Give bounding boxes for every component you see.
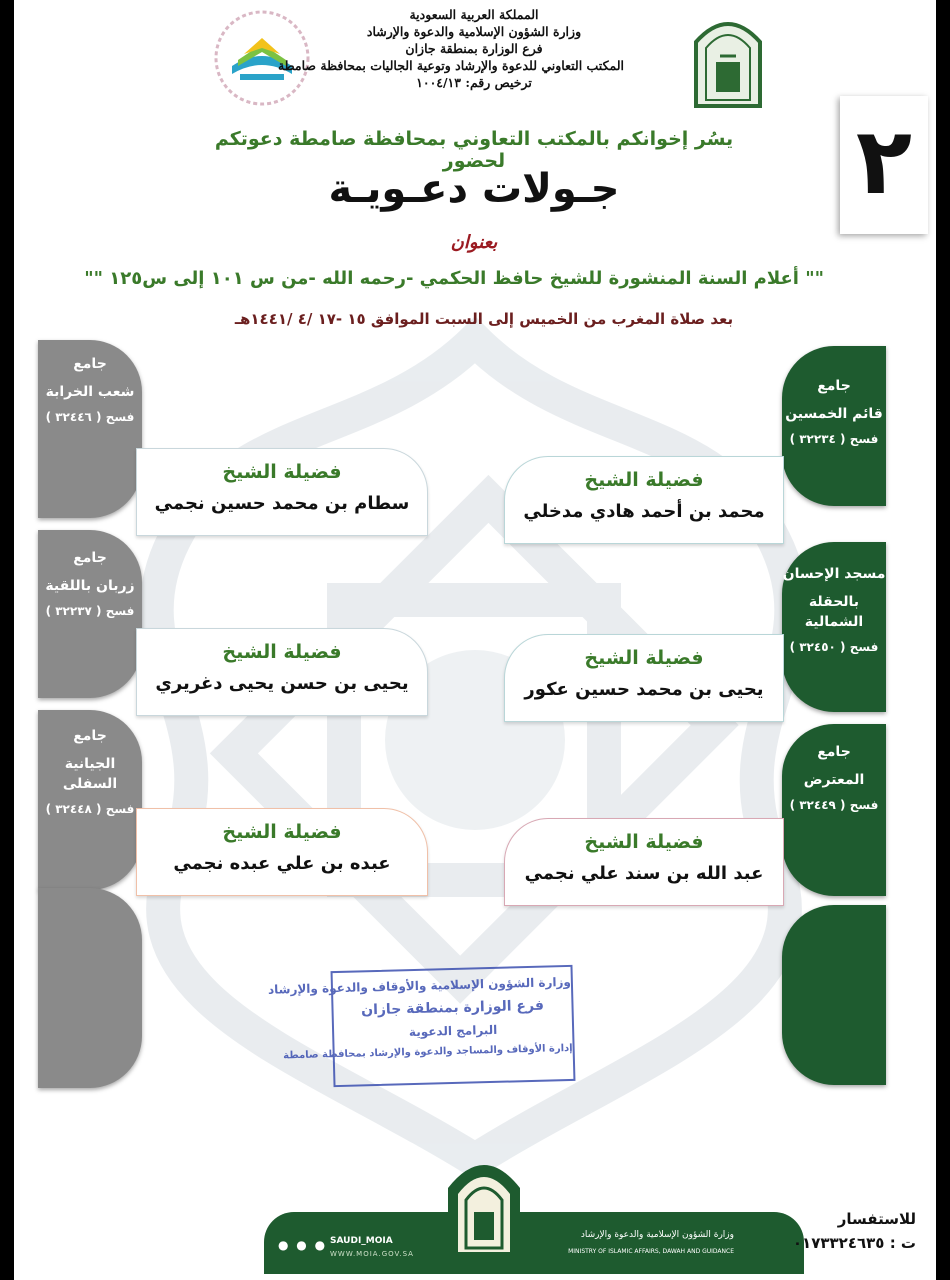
- venue-place: المعترض: [803, 772, 865, 788]
- venue-tab-right-2: [782, 542, 886, 712]
- venue-tab-left-2: [38, 530, 142, 698]
- header-line: وزارة الشؤون الإسلامية والدعوة والإرشاد: [366, 24, 582, 39]
- venue-label: جامع: [73, 356, 107, 372]
- venue-code: فسح ( ٣٢٤٤٦ ): [45, 410, 135, 424]
- venue-place: شعب الخرابة: [45, 384, 135, 400]
- poster: [14, 0, 936, 1280]
- speaker-title: فضيلة الشيخ: [584, 831, 704, 853]
- venue-code: فسح ( ٣٢٢٣٤ ): [789, 432, 879, 446]
- speaker-title: فضيلة الشيخ: [222, 641, 342, 663]
- footer-handle[interactable]: SAUDI_MOIA: [330, 1236, 393, 1246]
- stamp-line: البرامج الدعوية: [408, 1022, 498, 1040]
- page-title: جـولات دعـويـة: [328, 166, 620, 212]
- speaker-card-left-3: [136, 808, 428, 896]
- header-line: ترخيص رقم: ١٠٠٤/١٣: [416, 75, 532, 90]
- venue-code: فسح ( ٣٢٤٥٠ ): [789, 640, 879, 654]
- venue-place: قائم الخمسين: [785, 406, 883, 422]
- venue-code: فسح ( ٣٢٤٤٨ ): [45, 802, 135, 816]
- official-stamp: [267, 965, 576, 1087]
- header-line: المملكة العربية السعودية: [409, 7, 539, 22]
- contact-label: للاستفسار: [837, 1210, 916, 1228]
- timing-text: بعد صلاة المغرب من الخميس إلى السبت الموافق ١٥ -١٧ /٤ /١٤٤١هـ: [234, 310, 734, 328]
- header-line: المكتب التعاوني للدعوة والإرشاد وتوعية الجاليات بمحافظة صامطة: [277, 58, 624, 73]
- topic-text: "" أعلام السنة المنشورة للشيخ حافظ الحكمي -رحمه الله -من س ١٠١ إلى س١٢٥ "": [84, 268, 824, 289]
- speaker-title: فضيلة الشيخ: [584, 647, 704, 669]
- speaker-title: فضيلة الشيخ: [584, 469, 704, 491]
- stamp-line: إدارة الأوقاف والمساجد والدعوة والإرشاد بمحافظة صامطة: [283, 1042, 573, 1062]
- venue-label: جامع: [73, 550, 107, 566]
- venue-code: فسح ( ٣٢٢٣٧ ): [45, 604, 135, 618]
- speaker-name: عبده بن علي عبده نجمي: [173, 853, 391, 874]
- header-line: فرع الوزارة بمنطقة جازان: [405, 41, 543, 56]
- poster-number: ٢: [840, 96, 928, 234]
- footer-website[interactable]: WWW.MOIA.GOV.SA: [330, 1250, 414, 1258]
- speaker-name: يحيى بن حسن يحيى دغريري: [155, 673, 409, 694]
- venue-label: مسجد الإحسان: [782, 566, 886, 582]
- speaker-title: فضيلة الشيخ: [222, 461, 342, 483]
- venue-label: جامع: [73, 728, 107, 744]
- footer-ministry-en: MINISTRY OF ISLAMIC AFFAIRS, DAWAH AND GUIDANCE: [568, 1248, 734, 1255]
- venue-place: بالحقلة الشمالية: [804, 594, 864, 630]
- speaker-card-right-2: [504, 634, 784, 722]
- venue-tab-left-empty: [38, 888, 142, 1088]
- venue-tab-right-3: [782, 724, 886, 896]
- venue-tab-left-1: [38, 340, 142, 518]
- venue-place: زربان باللقية: [45, 578, 135, 594]
- ministry-emblem-icon: [442, 1148, 526, 1258]
- social-icons: ● ● ●: [278, 1238, 328, 1252]
- stamp-line: وزارة الشؤون الإسلامية والأوقاف والدعوة والإرشاد: [267, 974, 572, 997]
- invite-text: يسُر إخوانكم بالمكتب التعاوني بمحافظة صامطة دعوتكم لحضور: [214, 128, 734, 172]
- speaker-card-right-3: [504, 818, 784, 906]
- footer-ministry-ar: وزارة الشؤون الإسلامية والدعوة والإرشاد: [580, 1230, 734, 1240]
- venue-label: جامع: [817, 378, 851, 394]
- speaker-card-left-2: [136, 628, 428, 716]
- contact-block: [792, 1210, 916, 1252]
- contact-phone[interactable]: ت : ٠١٧٣٣٢٤٦٣٥: [792, 1234, 916, 1252]
- venue-tab-right-empty: [782, 905, 886, 1085]
- speaker-card-right-1: [504, 456, 784, 544]
- speaker-name: سطام بن محمد حسين نجمي: [154, 493, 410, 514]
- under-title: بعنوان: [450, 232, 498, 253]
- speaker-name: محمد بن أحمد هادي مدخلي: [523, 501, 765, 522]
- venue-label: جامع: [817, 744, 851, 760]
- speaker-name: عبد الله بن سند علي نجمي: [524, 863, 764, 884]
- venue-code: فسح ( ٣٢٤٤٩ ): [789, 798, 879, 812]
- footer-bar: [264, 1212, 804, 1274]
- venue-tab-left-3: [38, 710, 142, 890]
- venue-place: الجيانية السفلى: [62, 756, 118, 792]
- header-org-lines: [277, 6, 624, 91]
- mosque-emblem-icon: [686, 12, 770, 108]
- speaker-title: فضيلة الشيخ: [222, 821, 342, 843]
- speaker-card-left-1: [136, 448, 428, 536]
- speaker-name: يحيى بن محمد حسين عكور: [524, 679, 764, 700]
- venue-tab-right-1: [782, 346, 886, 506]
- stamp-line: فرع الوزارة بمنطقة جازان: [360, 997, 545, 1019]
